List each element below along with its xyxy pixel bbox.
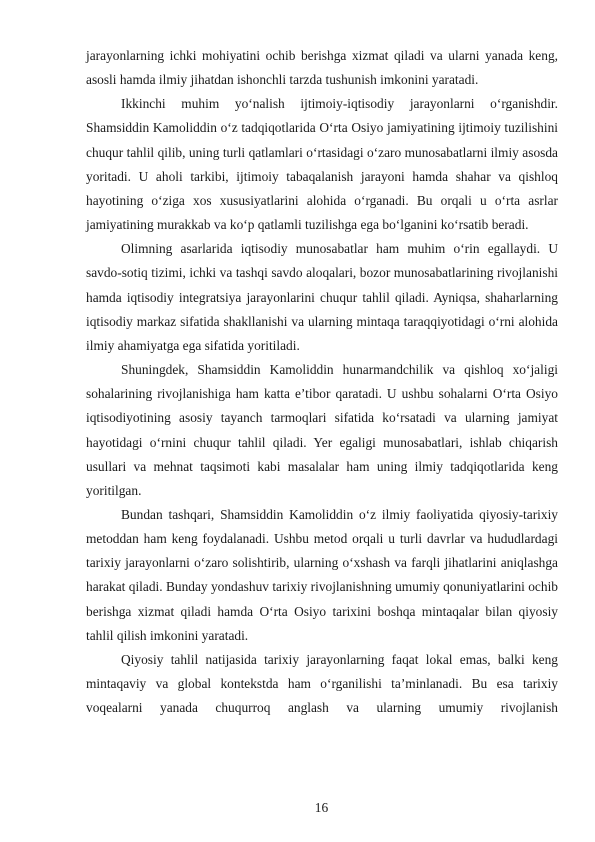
paragraph-6: Qiyosiy tahlil natijasida tarixiy jarayonlarning faqat lokal emas, balki keng mintaqaviy va global kontekstda ham o‘rganilishi ta’minlanadi. Bu esa tarixiy voqealarni yanada chuqurroq anglash va ularning umumiy rivojlanish — [86, 651, 558, 716]
paragraph-2: Ikkinchi muhim yo‘nalish ijtimoiy-iqtisodiy jarayonlarni o‘rganishdir. Shamsiddin Kamoliddin o‘z tadqiqotlarida O‘rta Osiyo jamiyatining ijtimoiy tuzilishini chuqur tahlil qilib, uning turli qatlamlari o‘rtasidagi o‘zaro munosabatlarni ilmiy asosda yoritadi. U aholi tarkibi, ijtimoiy tabaqalanish jarayoni hamda shahar va qishloq hayotining o‘ziga xos xususiyatlarini alohida o‘rganadi. Bu orqali u o‘rta asrlar jamiyatining murakkab va ko‘p qatlamli tuzilishga ega bo‘lganini ko‘rsatib beradi. — [86, 96, 558, 233]
page-number: 16 — [314, 800, 329, 815]
paragraph-3: Olimning asarlarida iqtisodiy munosabatlar ham muhim o‘rin egallaydi. U savdo-sotiq tizimi, ichki va tashqi savdo aloqalari, bozor munosabatlarining rivojlanishi hamda iqtisodiy integratsiya jarayonlarini chuqur tahlil qiladi. Ayniqsa, shaharlarning iqtisodiy markaz sifatida shakllanishi va ularning mintaqa taraqqiyotidagi o‘rni alohida ilmiy ahamiyatga ega sifatida yoritiladi. — [86, 241, 558, 353]
document-page — [86, 44, 558, 720]
paragraph-1: jarayonlarning ichki mohiyatini ochib berishga xizmat qiladi va ularni yanada keng, asosli hamda ilmiy jihatdan ishonchli tarzda tushunish imkonini yaratadi. — [86, 48, 558, 88]
paragraph-4: Shuningdek, Shamsiddin Kamoliddin hunarmandchilik va qishloq xo‘jaligi sohalarining rivojlanishiga ham katta e’tibor qaratadi. U ushbu sohalarni O‘rta Osiyo iqtisodiyotining asosiy tayanch tarmoqlari sifatida ko‘rsatadi va ularning jamiyat hayotidagi o‘rnini chuqur tahlil qiladi. Yer egaligi munosabatlari, ishlab chiqarish usullari va mehnat taqsimoti kabi masalalar ham uning ilmiy tadqiqotlarida keng yoritilgan. — [86, 362, 558, 498]
paragraph-5: Bundan tashqari, Shamsiddin Kamoliddin o‘z ilmiy faoliyatida qiyosiy-tarixiy metoddan ham keng foydalanadi. Ushbu metod orqali u turli davrlar va hududlardagi tarixiy jarayonlarni o‘zaro solishtirib, ularning o‘xshash va farqli jihatlarini aniqlashga harakat qiladi. Bunday yondashuv tarixiy rivojlanishning umumiy qonuniyatlarini ochib berishga xizmat qiladi hamda O‘rta Osiyo tarixini boshqa mintaqalar bilan qiyosiy tahlil qilish imkonini yaratadi. — [86, 506, 558, 643]
